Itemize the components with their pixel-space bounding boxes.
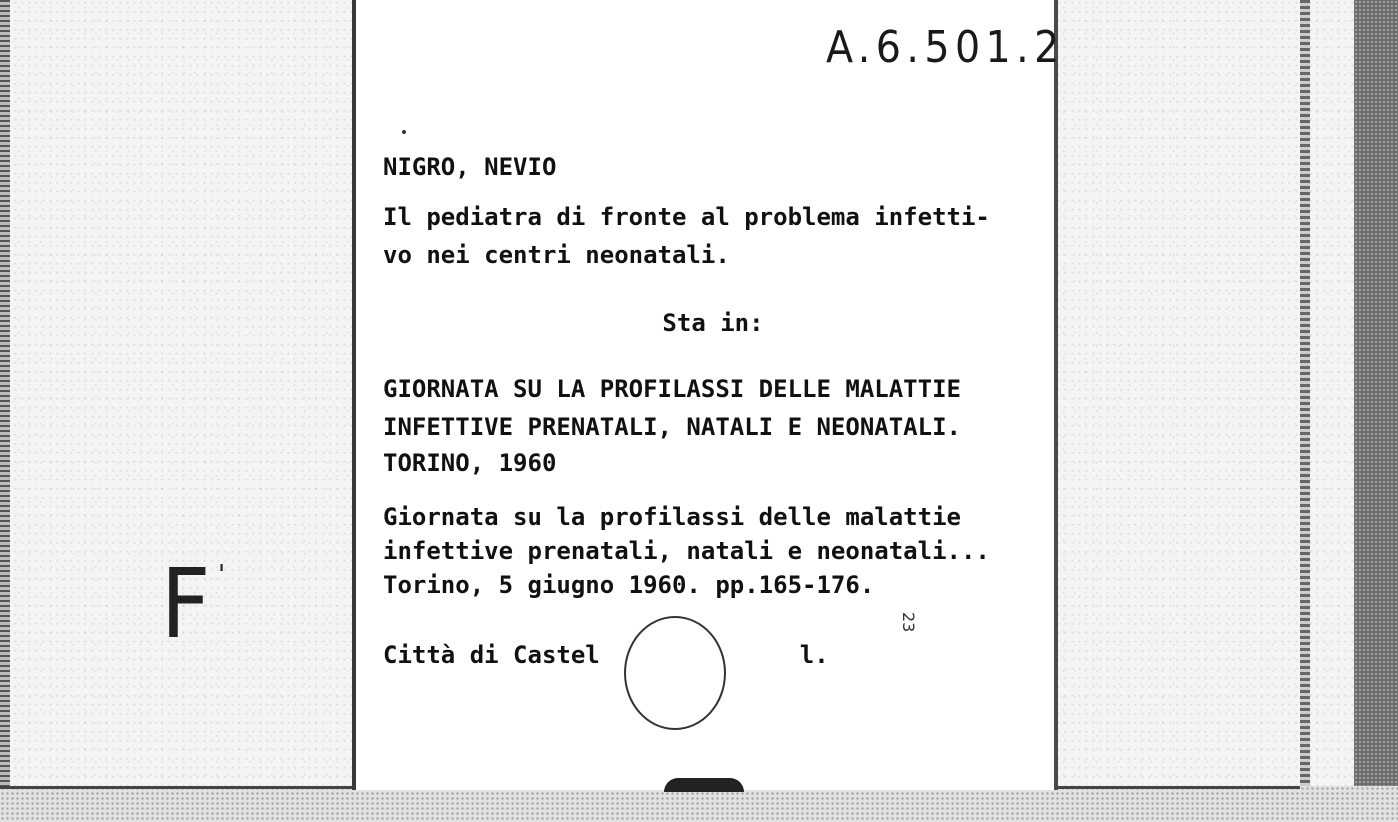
ink-dot (402, 130, 406, 134)
left-scan-edge (0, 0, 10, 822)
publisher-place-left: Città di Castel (383, 641, 600, 669)
description-line-1: Giornata su la profilassi delle malattie (383, 503, 961, 531)
collection-line-3: TORINO, 1960 (383, 449, 557, 477)
collection-line-1: GIORNATA SU LA PROFILASSI DELLE MALATTIE (383, 375, 961, 403)
publisher-place-right: l. (799, 641, 829, 669)
card-tab (664, 778, 744, 792)
card-edge-line (1300, 0, 1310, 800)
call-number: A.6.501.2 (826, 22, 1065, 73)
title-line-2: vo nei centri neonatali. (383, 241, 730, 269)
publisher-place-line (383, 638, 829, 672)
margin-mark-prime: ' (218, 560, 226, 590)
sta-in-label: Sta in: (662, 309, 764, 337)
punch-hole (624, 616, 726, 730)
author-line: NIGRO, NEVIO (383, 153, 557, 181)
description-line-3: Torino, 5 giugno 1960. pp.165-176. (383, 571, 875, 599)
description-line-2: infettive prenatali, natali e neonatali... (383, 537, 990, 565)
rotated-digits: 23 (899, 612, 918, 633)
collection-line-2: INFETTIVE PRENATALI, NATALI E NEONATALI. (383, 413, 961, 441)
margin-mark: F (160, 548, 211, 660)
right-scan-strip (1354, 0, 1398, 822)
title-line-1: Il pediatra di fronte al problema infetti- (383, 203, 990, 231)
